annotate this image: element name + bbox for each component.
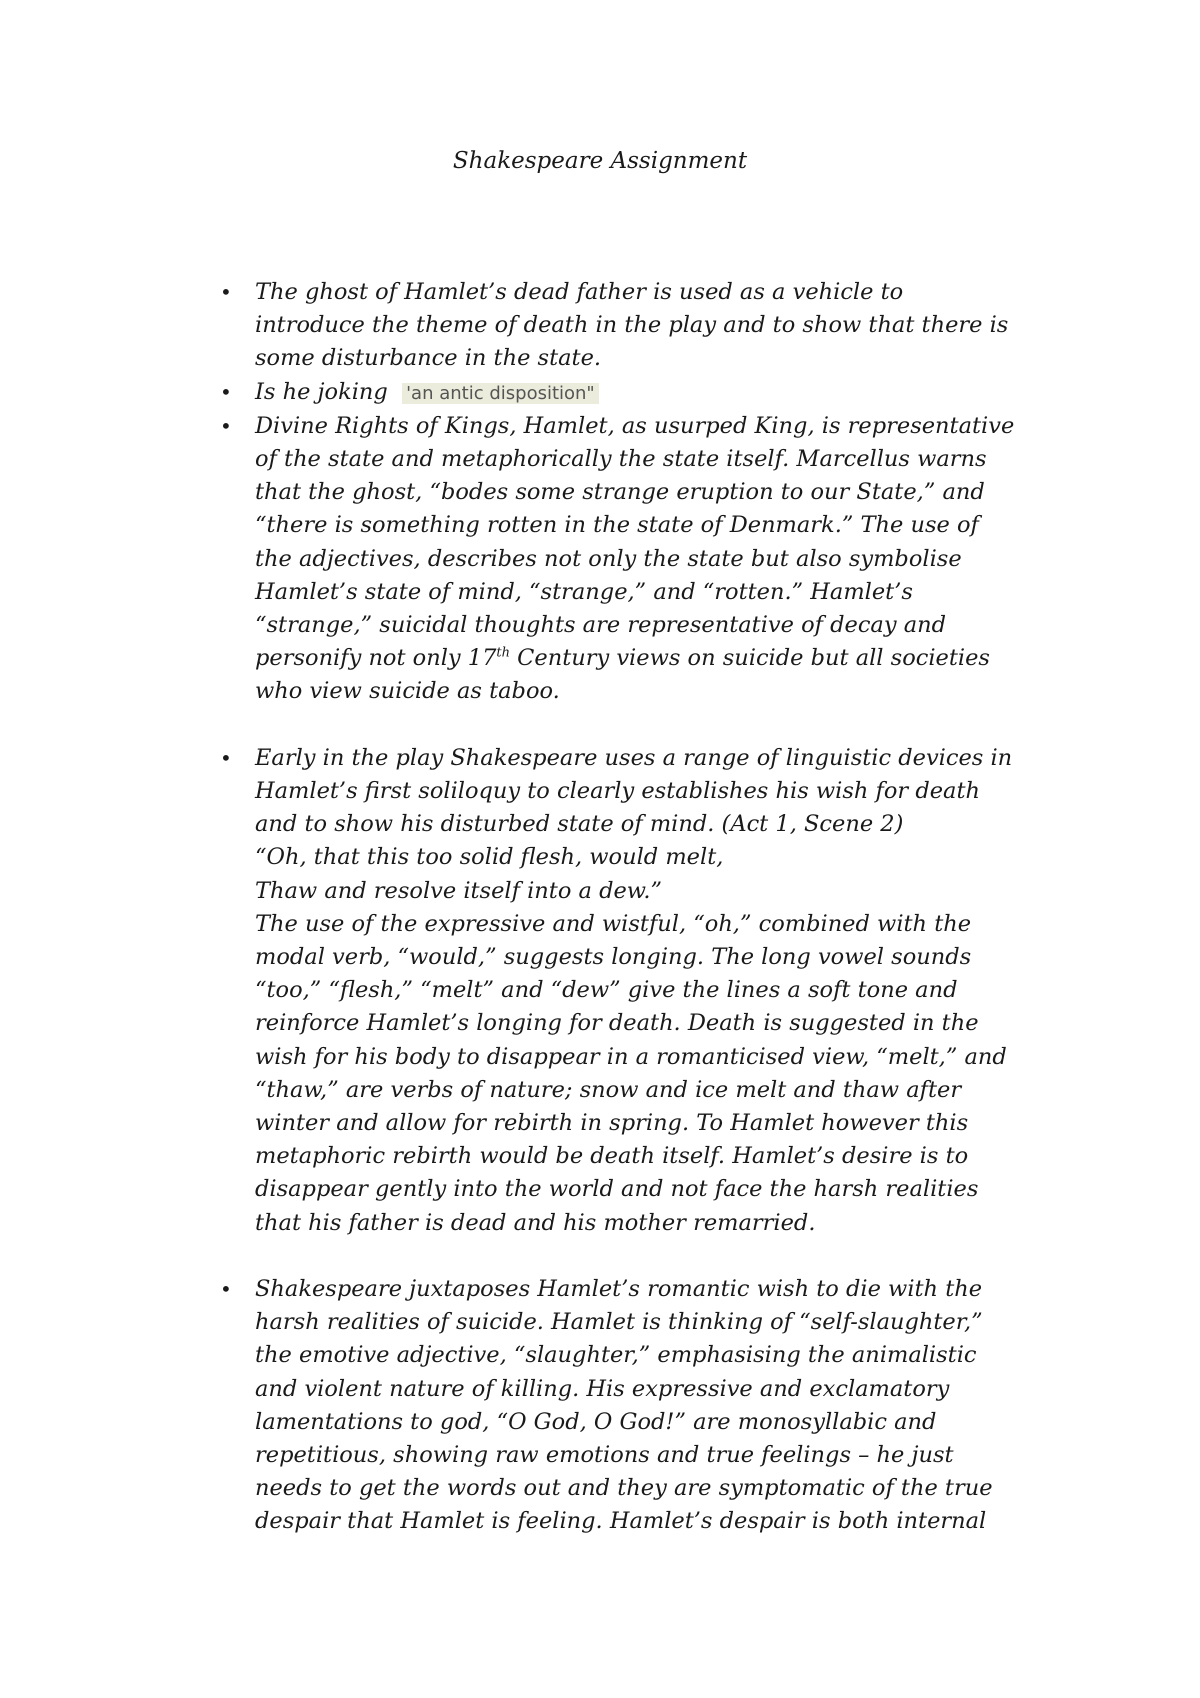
list-item xyxy=(220,410,1045,709)
blank-line xyxy=(255,1240,1045,1273)
text-line xyxy=(255,376,1045,410)
text-line: the emotive adjective, “slaughter,” emphasising the animalistic xyxy=(255,1342,977,1369)
text-line: despair that Hamlet is feeling. Hamlet’s despair is both internal xyxy=(255,1508,987,1535)
text-fragment: Century views on suicide but all societies xyxy=(510,645,990,672)
blank-line xyxy=(255,709,1045,742)
text-line: Early in the play Shakespeare uses a range of linguistic devices in xyxy=(255,744,1013,771)
text-line: of the state and metaphorically the state itself. Marcellus warns xyxy=(255,446,987,473)
text-line: the adjectives, describes not only the state but also symbolise xyxy=(255,545,962,572)
text-line: introduce the theme of death in the play and to show that there is xyxy=(255,312,1009,339)
list-item xyxy=(220,276,1045,376)
text-line: “there is something rotten in the state of Denmark.” The use of xyxy=(255,512,979,539)
text-line: some disturbance in the state. xyxy=(255,345,602,372)
text-line: metaphoric rebirth would be death itself. Hamlet’s desire is to xyxy=(255,1143,969,1170)
text-line: wish for his body to disappear in a romanticised view, “melt,” and xyxy=(255,1043,1007,1070)
text-line: needs to get the words out and they are symptomatic of the true xyxy=(255,1475,993,1502)
bullet-icon: • xyxy=(220,413,232,438)
bullet-icon: • xyxy=(220,745,232,770)
text-line: winter and allow for rebirth in spring. To Hamlet however this xyxy=(255,1110,969,1137)
text-line: “too,” “flesh,” “melt” and “dew” give the lines a soft tone and xyxy=(255,977,958,1004)
text-line: “Oh, that this too solid flesh, would melt, xyxy=(255,844,724,871)
bullet-icon: • xyxy=(220,379,232,404)
text-line: “thaw,” are verbs of nature; snow and ice melt and thaw after xyxy=(255,1076,962,1103)
bullet-list xyxy=(220,276,1045,1539)
text-line: disappear gently into the world and not face the harsh realities xyxy=(255,1176,979,1203)
text-fragment: personify not only 17 xyxy=(255,645,497,672)
text-line: Thaw and resolve itself into a dew.” xyxy=(255,877,663,904)
text-line: that the ghost, “bodes some strange eruption to our State,” and xyxy=(255,479,985,506)
text-line: and to show his disturbed state of mind. (Act 1, Scene 2) xyxy=(255,811,904,838)
text-fragment: Is he joking xyxy=(255,378,388,405)
text-line: harsh realities of suicide. Hamlet is thinking of “self-slaughter,” xyxy=(255,1309,983,1336)
superscript: th xyxy=(496,645,511,661)
text-line: who view suicide as taboo. xyxy=(255,678,560,705)
list-item xyxy=(220,742,1045,1240)
text-line: reinforce Hamlet’s longing for death. Death is suggested in the xyxy=(255,1010,979,1037)
text-line: The use of the expressive and wistful, “oh,” combined with the xyxy=(255,910,972,937)
comment-highlight[interactable]: 'an antic disposition" xyxy=(402,383,599,404)
text-line: Divine Rights of Kings, Hamlet, as usurped King, is representative xyxy=(255,412,1015,439)
text-line: “strange,” suicidal thoughts are representative of decay and xyxy=(255,612,947,639)
text-line: Shakespeare juxtaposes Hamlet’s romantic wish to die with the xyxy=(255,1276,983,1303)
bullet-icon: • xyxy=(220,1277,232,1302)
list-item xyxy=(220,376,1045,410)
text-line: repetitious, showing raw emotions and true feelings – he just xyxy=(255,1442,954,1469)
text-line: lamentations to god, “O God, O God!” are monosyllabic and xyxy=(255,1408,937,1435)
text-line: and violent nature of killing. His expressive and exclamatory xyxy=(255,1375,950,1402)
text-line: Hamlet’s first soliloquy to clearly establishes his wish for death xyxy=(255,778,980,805)
text-line xyxy=(255,642,1045,675)
text-line: modal verb, “would,” suggests longing. The long vowel sounds xyxy=(255,944,972,971)
text-line: Hamlet’s state of mind, “strange,” and “rotten.” Hamlet’s xyxy=(255,578,913,605)
text-line: that his father is dead and his mother remarried. xyxy=(255,1209,816,1236)
document-title: Shakespeare Assignment xyxy=(452,148,748,174)
text-line: The ghost of Hamlet’s dead father is used as a vehicle to xyxy=(255,279,904,305)
bullet-icon: • xyxy=(220,280,232,304)
list-item xyxy=(220,1273,1045,1539)
